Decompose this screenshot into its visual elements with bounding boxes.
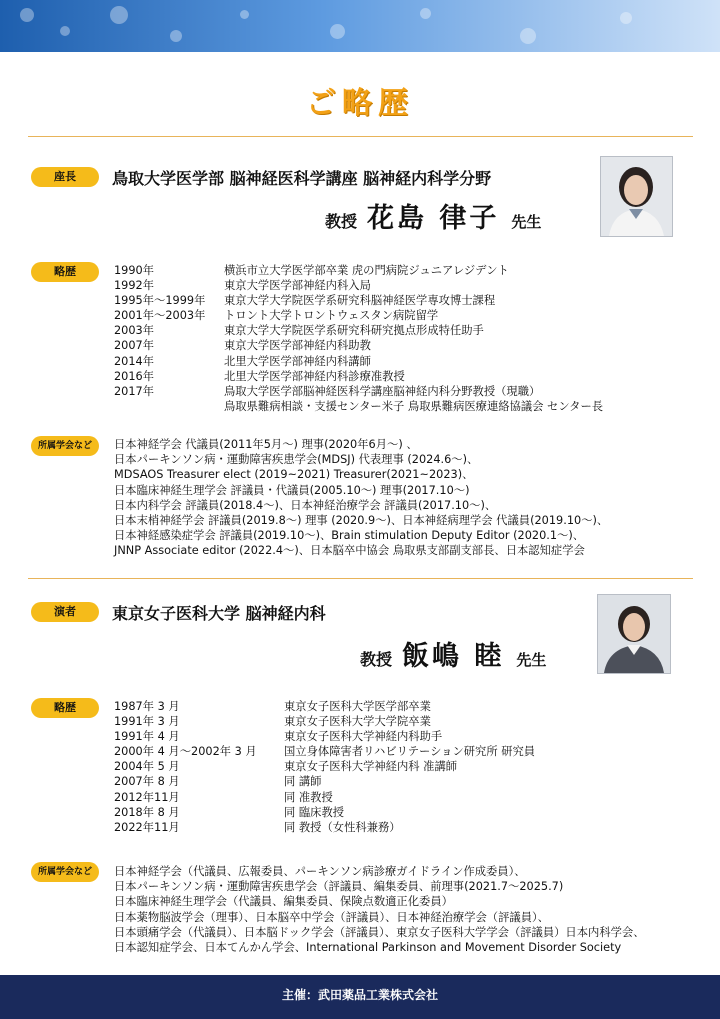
history-year: 2007年 8 月 bbox=[114, 775, 180, 789]
history-description: 東京女子医科大学神経内科助手 bbox=[284, 730, 443, 744]
society-line: 日本臨床神経生理学会 評議員・代議員(2005.10～) 理事(2017.10～) bbox=[114, 483, 470, 497]
history-description: 国立身体障害者リハビリテーション研究所 研究員 bbox=[284, 745, 536, 759]
history-description: 同 准教授 bbox=[284, 790, 333, 804]
chair-name-line bbox=[325, 196, 541, 235]
history-year: 2014年 bbox=[114, 354, 155, 368]
decorative-dot bbox=[240, 10, 249, 19]
chair-honorific: 先生 bbox=[511, 213, 542, 231]
speaker-societies-list bbox=[114, 864, 645, 955]
decorative-dot bbox=[620, 12, 632, 24]
history-year: 2001年～2003年 bbox=[114, 309, 206, 323]
history-year: 2017年 bbox=[114, 384, 155, 398]
history-description: 同 教授（女性科兼務） bbox=[284, 820, 401, 834]
history-year: 1992年 bbox=[114, 279, 155, 293]
speaker-name: 飯嶋 睦 bbox=[402, 641, 505, 672]
history-year: 2004年 5 月 bbox=[114, 760, 180, 774]
society-line: 日本神経感染症学会 評議員(2019.10～)、Brain stimulation Deputy Editor (2020.1～)、 bbox=[114, 529, 585, 543]
chair-role: 教授 bbox=[325, 212, 358, 231]
decorative-dot bbox=[110, 6, 128, 24]
history-description: 東京大学医学部神経内科助教 bbox=[224, 339, 371, 353]
header-banner bbox=[0, 0, 720, 52]
chair-affiliation: 鳥取大学医学部 脳神経医科学講座 脳神経内科学分野 bbox=[112, 169, 492, 188]
history-year: 2018年 8 月 bbox=[114, 805, 180, 819]
society-line: 日本薬物脳波学会（理事）、日本脳卒中学会（評議員）、日本神経治療学会（評議員）、 bbox=[114, 910, 549, 924]
decorative-dot bbox=[20, 8, 34, 22]
chair-history-badge: 略歴 bbox=[31, 262, 99, 282]
history-year: 1991年 4 月 bbox=[114, 730, 180, 744]
history-description: 鳥取県難病相談・支援センター米子 鳥取県難病医療連絡協議会 センター長 bbox=[224, 399, 604, 413]
speaker-name-line bbox=[360, 634, 546, 673]
history-description: 鳥取大学医学部脳神経医科学講座脳神経内科分野教授（現職） bbox=[224, 384, 541, 398]
society-line: 日本頭痛学会（代議員）、日本脳ドック学会（評議員）、東京女子医科大学学会（評議員）日本内科学会、 bbox=[114, 925, 645, 939]
speaker-history-badge: 略歴 bbox=[31, 698, 99, 718]
society-line: MDSAOS Treasurer elect (2019~2021) Treasurer(2021~2023)、 bbox=[114, 468, 474, 482]
chair-badge: 座長 bbox=[31, 167, 99, 187]
history-description: 東京大学大学院医学系研究科脳神経医学専攻博士課程 bbox=[224, 294, 496, 308]
society-line: 日本パーキンソン病・運動障害疾患学会（評議員、編集委員、前理事(2021.7～2025.7) bbox=[114, 880, 564, 894]
society-line: 日本内科学会 評議員(2018.4～)、日本神経治療学会 評議員(2017.10～)、 bbox=[114, 498, 497, 512]
society-line: JNNP Associate editor (2022.4～)、日本脳卒中協会 鳥取県支部副支部長、日本認知症学会 bbox=[114, 544, 585, 558]
history-description: 同 臨床教授 bbox=[284, 805, 345, 819]
chair-societies-list bbox=[114, 437, 608, 559]
speaker-role: 教授 bbox=[360, 650, 393, 669]
history-description: 横浜市立大学医学部卒業 虎の門病院ジュニアレジデント bbox=[224, 264, 509, 277]
speaker-badge: 演者 bbox=[31, 602, 99, 622]
history-year: 1987年 3 月 bbox=[114, 700, 180, 713]
history-year: 1990年 bbox=[114, 264, 155, 277]
history-description: 北里大学医学部神経内科診療准教授 bbox=[224, 369, 405, 383]
chair-photo bbox=[600, 156, 673, 237]
history-year: 1995年～1999年 bbox=[114, 294, 206, 308]
society-line: 日本臨床神経生理学会（代議員、編集委員、保険点数適正化委員） bbox=[114, 895, 453, 909]
speaker-photo bbox=[597, 594, 671, 674]
history-year: 2000年 4 月～2002年 3 月 bbox=[114, 745, 257, 759]
decorative-dot bbox=[170, 30, 182, 42]
history-description: 東京女子医科大学神経内科 准講師 bbox=[284, 760, 458, 774]
history-year: 2012年11月 bbox=[114, 790, 180, 804]
history-description: トロント大学トロントウェスタン病院留学 bbox=[224, 309, 439, 323]
history-year: 1991年 3 月 bbox=[114, 715, 180, 729]
decorative-dot bbox=[520, 28, 536, 44]
history-description: 同 講師 bbox=[284, 775, 322, 789]
decorative-dot bbox=[420, 8, 431, 19]
society-line: 日本神経学会（代議員、広報委員、パーキンソン病診療ガイドライン作成委員）、 bbox=[114, 865, 526, 878]
history-description: 東京女子医科大学医学部卒業 bbox=[284, 700, 431, 713]
history-year: 2022年11月 bbox=[114, 820, 180, 834]
history-year: 2016年 bbox=[114, 369, 155, 383]
society-line: 日本末梢神経学会 評議員(2019.8～) 理事 (2020.9～)、日本神経病理学会 代議員(2019.10～)、 bbox=[114, 514, 609, 528]
society-line: 日本神経学会 代議員(2011年5月～) 理事(2020年6月～) 、 bbox=[114, 438, 418, 451]
speaker-societies-badge: 所属学会など bbox=[31, 862, 99, 882]
speaker-affiliation: 東京女子医科大学 脳神経内科 bbox=[112, 604, 326, 623]
history-description: 東京大学医学部神経内科入局 bbox=[224, 279, 371, 293]
chair-name: 花島 律子 bbox=[367, 203, 500, 234]
history-description: 北里大学医学部神経内科講師 bbox=[224, 354, 371, 368]
history-description: 東京女子医科大学大学院卒業 bbox=[284, 715, 431, 729]
footer-sponsor: 主催：武田薬品工業株式会社 bbox=[0, 975, 720, 1019]
divider bbox=[28, 136, 693, 137]
history-year: 2007年 bbox=[114, 339, 155, 353]
divider bbox=[28, 578, 693, 579]
decorative-dot bbox=[60, 26, 70, 36]
history-description: 東京大学大学院医学系研究科研究拠点形成特任助手 bbox=[224, 324, 484, 338]
society-line: 日本パーキンソン病・運動障害疾患学会(MDSJ) 代表理事 (2024.6～)、 bbox=[114, 453, 479, 467]
decorative-dot bbox=[330, 24, 345, 39]
chair-societies-badge: 所属学会など bbox=[31, 436, 99, 456]
speaker-honorific: 先生 bbox=[516, 651, 547, 669]
page-title: ご略歴 bbox=[306, 86, 414, 121]
history-year: 2003年 bbox=[114, 324, 155, 338]
society-line: 日本認知症学会、日本てんかん学会、International Parkinson and Movement Disorder Society bbox=[114, 941, 622, 955]
